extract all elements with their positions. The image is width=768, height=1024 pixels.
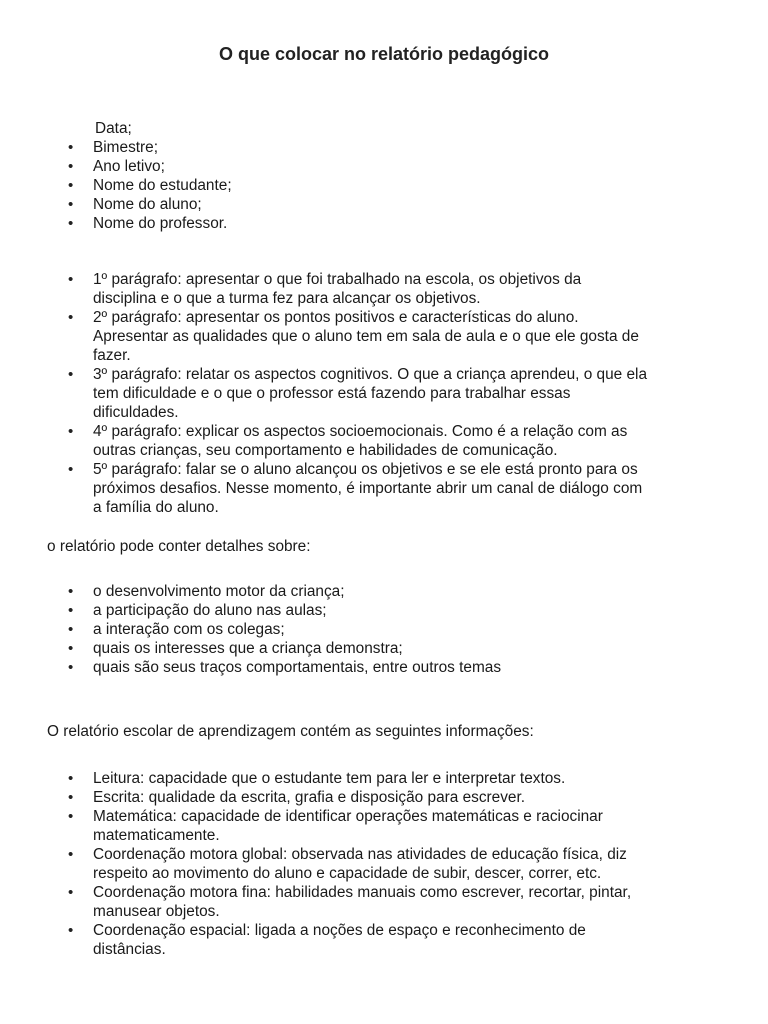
list-item: • Nome do estudante; [47, 176, 737, 195]
header-fields-list [47, 138, 737, 233]
list-item: • quais são seus traços comportamentais, entre outros temas [47, 658, 737, 677]
list-item-line: Apresentar as qualidades que o aluno tem em sala de aula e o que ele gosta de [93, 328, 639, 345]
list-item-line: • Coordenação motora global: observada nas atividades de educação física, diz [93, 846, 627, 863]
list-item-line: distâncias. [93, 941, 166, 958]
list-item-line: manusear objetos. [93, 903, 220, 920]
list-item-line: • Coordenação motora fina: habilidades manuais como escrever, recortar, pintar, [93, 884, 632, 901]
list-item-line: • Escrita: qualidade da escrita, grafia e disposição para escrever. [93, 789, 526, 806]
list-item-line: fazer. [93, 347, 131, 364]
page-title: O que colocar no relatório pedagógico [218, 44, 550, 64]
list-item: • a interação com os colegas; [47, 620, 737, 639]
list-item-line: • 5º parágrafo: falar se o aluno alcançou os objetivos e se ele está pronto para os [93, 461, 638, 478]
details-list [47, 582, 737, 677]
list-item [47, 883, 737, 921]
list-item [47, 308, 737, 365]
list-item-line: • Coordenação espacial: ligada a noções de espaço e reconhecimento de [93, 922, 586, 939]
list-item-line: próximos desafios. Nesse momento, é importante abrir um canal de diálogo com [93, 480, 643, 497]
list-item-line: • Leitura: capacidade que o estudante tem para ler e interpretar textos. [93, 770, 566, 787]
list-item [47, 845, 737, 883]
list-item [47, 365, 737, 422]
list-item: • quais os interesses que a criança demonstra; [47, 639, 737, 658]
list-item-line: • Matemática: capacidade de identificar operações matemáticas e raciocinar [93, 808, 603, 825]
list-item-line: matematicamente. [93, 827, 220, 844]
list-item-line: • 1º parágrafo: apresentar o que foi trabalhado na escola, os objetivos da [93, 271, 582, 288]
list-item: • a participação do aluno nas aulas; [47, 601, 737, 620]
list-item [47, 921, 737, 959]
learning-section [47, 769, 737, 959]
list-item-line: • 4º parágrafo: explicar os aspectos socioemocionais. Como é a relação com as [93, 423, 628, 440]
list-item-line: disciplina e o que a turma fez para alcançar os objetivos. [93, 290, 481, 307]
list-item: • Nome do professor. [47, 214, 737, 233]
list-item [47, 270, 737, 308]
list-item-line: • 2º parágrafo: apresentar os pontos positivos e características do aluno. [93, 309, 579, 326]
list-item: • Nome do aluno; [47, 195, 737, 214]
list-item [47, 788, 737, 807]
list-item [47, 460, 737, 517]
list-item-line: respeito ao movimento do aluno e capacidade de subir, descer, correr, etc. [93, 865, 602, 882]
list-item: • o desenvolvimento motor da criança; [47, 582, 737, 601]
learning-list [47, 769, 737, 959]
list-item [47, 769, 737, 788]
list-item: • Bimestre; [47, 138, 737, 157]
details-intro-text: o relatório pode conter detalhes sobre: [47, 538, 311, 555]
details-intro [47, 537, 737, 556]
list-item [47, 422, 737, 460]
learning-intro [47, 722, 737, 741]
details-section [47, 582, 737, 677]
paragraphs-section [47, 270, 737, 517]
list-item-line: a família do aluno. [93, 499, 219, 516]
date-field: Data; [95, 120, 132, 137]
list-item-line: • 3º parágrafo: relatar os aspectos cognitivos. O que a criança aprendeu, o que ela [93, 366, 648, 383]
list-item-line: tem dificuldade e o que o professor está fazendo para trabalhar essas [93, 385, 571, 402]
header-fields-section [47, 119, 737, 233]
paragraphs-list [47, 270, 737, 517]
list-item-line: outras crianças, seu comportamento e habilidades de comunicação. [93, 442, 558, 459]
list-item: • Ano letivo; [47, 157, 737, 176]
list-item-line: dificuldades. [93, 404, 179, 421]
list-item [47, 807, 737, 845]
learning-intro-text: O relatório escolar de aprendizagem contém as seguintes informações: [47, 723, 534, 740]
